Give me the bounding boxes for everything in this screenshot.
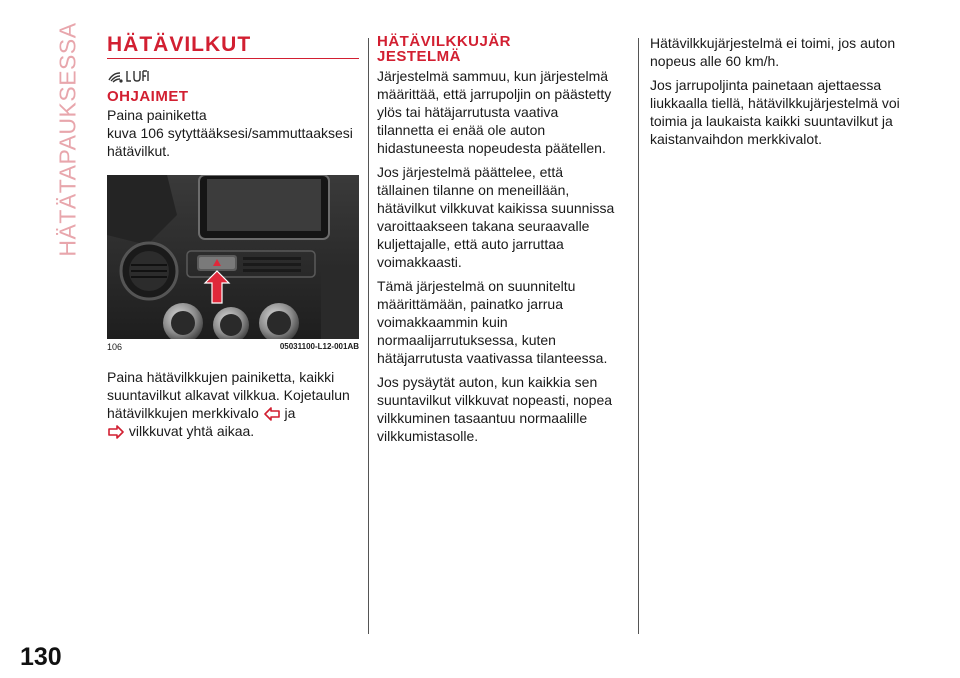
- left-turn-indicator-icon: [264, 407, 280, 421]
- body-paragraph: Jos pysäytät auton, kun kaikkia sen suuntavilkut vilkkuvat nopeasti, nopea vilkkuminen tasaantuu normaalille vilkkumistasolle.: [377, 374, 613, 444]
- dashboard-illustration: [107, 175, 359, 339]
- column-3: [650, 34, 900, 154]
- figure-code: 05031100-L12-001AB: [279, 341, 359, 351]
- body-paragraph: Hätävilkkujärjestelmä ei toimi, jos auton nopeus alle 60 km/h.: [650, 35, 896, 69]
- intro-line: kuva 106 sytyttääksesi/sammuttaaksesi: [107, 124, 353, 141]
- body-paragraph: Järjestelmä sammuu, kun järjestelmä määrittää, että jarrupoljin on päästetty ylös tai hätäjarrutusta vaativa tilannetta ei enää ole auton hidastuneesta nopeudesta päätellen.: [377, 68, 612, 156]
- section-title-line: HÄTÄVILKKUJÄR: [377, 33, 511, 50]
- page-number: 130: [20, 643, 62, 671]
- figure-caption: [107, 342, 359, 352]
- chapter-side-tab: [52, 21, 84, 257]
- body-paragraph: [107, 368, 359, 440]
- section-title-line: JESTELMÄ: [377, 48, 462, 65]
- paragraph-text: vilkkuvat yhtä aikaa.: [128, 422, 255, 439]
- column-divider: [638, 38, 639, 634]
- chapter-title: HÄTÄTAPAUKSESSA: [54, 21, 81, 257]
- subsection-title: OHJAIMET: [107, 88, 189, 105]
- section-title: [377, 34, 619, 64]
- intro-line: Paina painiketta: [107, 106, 207, 123]
- hazard-button-photo: [107, 175, 359, 339]
- column-1: [107, 34, 359, 446]
- paragraph-text: ja: [284, 404, 296, 421]
- column-2: [377, 34, 619, 451]
- intro-paragraph: [107, 106, 359, 160]
- column-divider: [368, 38, 369, 634]
- paragraph-text: Paina hätävilkkujen painiketta, kaikki suuntavilkut alkavat vilkkua. Kojetaulun hätävilkkujen merkkivalo: [107, 368, 350, 421]
- wifi-signal-icon: [107, 67, 149, 83]
- body-paragraph: Jos järjestelmä päättelee, että tällainen tilanne on meneillään, hätävilkut vilkkuvat kaikissa suunnissa varoittaakseen takana seuraavalle kuljettajalle, että auto jarruttaa voimakkaasti.: [377, 164, 615, 270]
- body-paragraph: Tämä järjestelmä on suunniteltu määrittämään, painatko jarrua voimakkaammin kuin normaalijarrutuksessa, kuten hätäjarrutusta vaativassa tilanteessa.: [377, 278, 608, 366]
- section-title: HÄTÄVILKUT: [107, 34, 359, 59]
- intro-line: hätävilkut.: [107, 142, 171, 159]
- body-paragraph: Jos jarrupoljinta painetaan ajettaessa liukkaalla tiellä, hätävilkkujärjestelmä voi toimia ja laukaista kaikki suuntavilkut ja kaistanvaihdon merkkivalot.: [650, 77, 900, 147]
- figure-number: 106: [107, 341, 123, 352]
- right-turn-indicator-icon: [108, 425, 124, 439]
